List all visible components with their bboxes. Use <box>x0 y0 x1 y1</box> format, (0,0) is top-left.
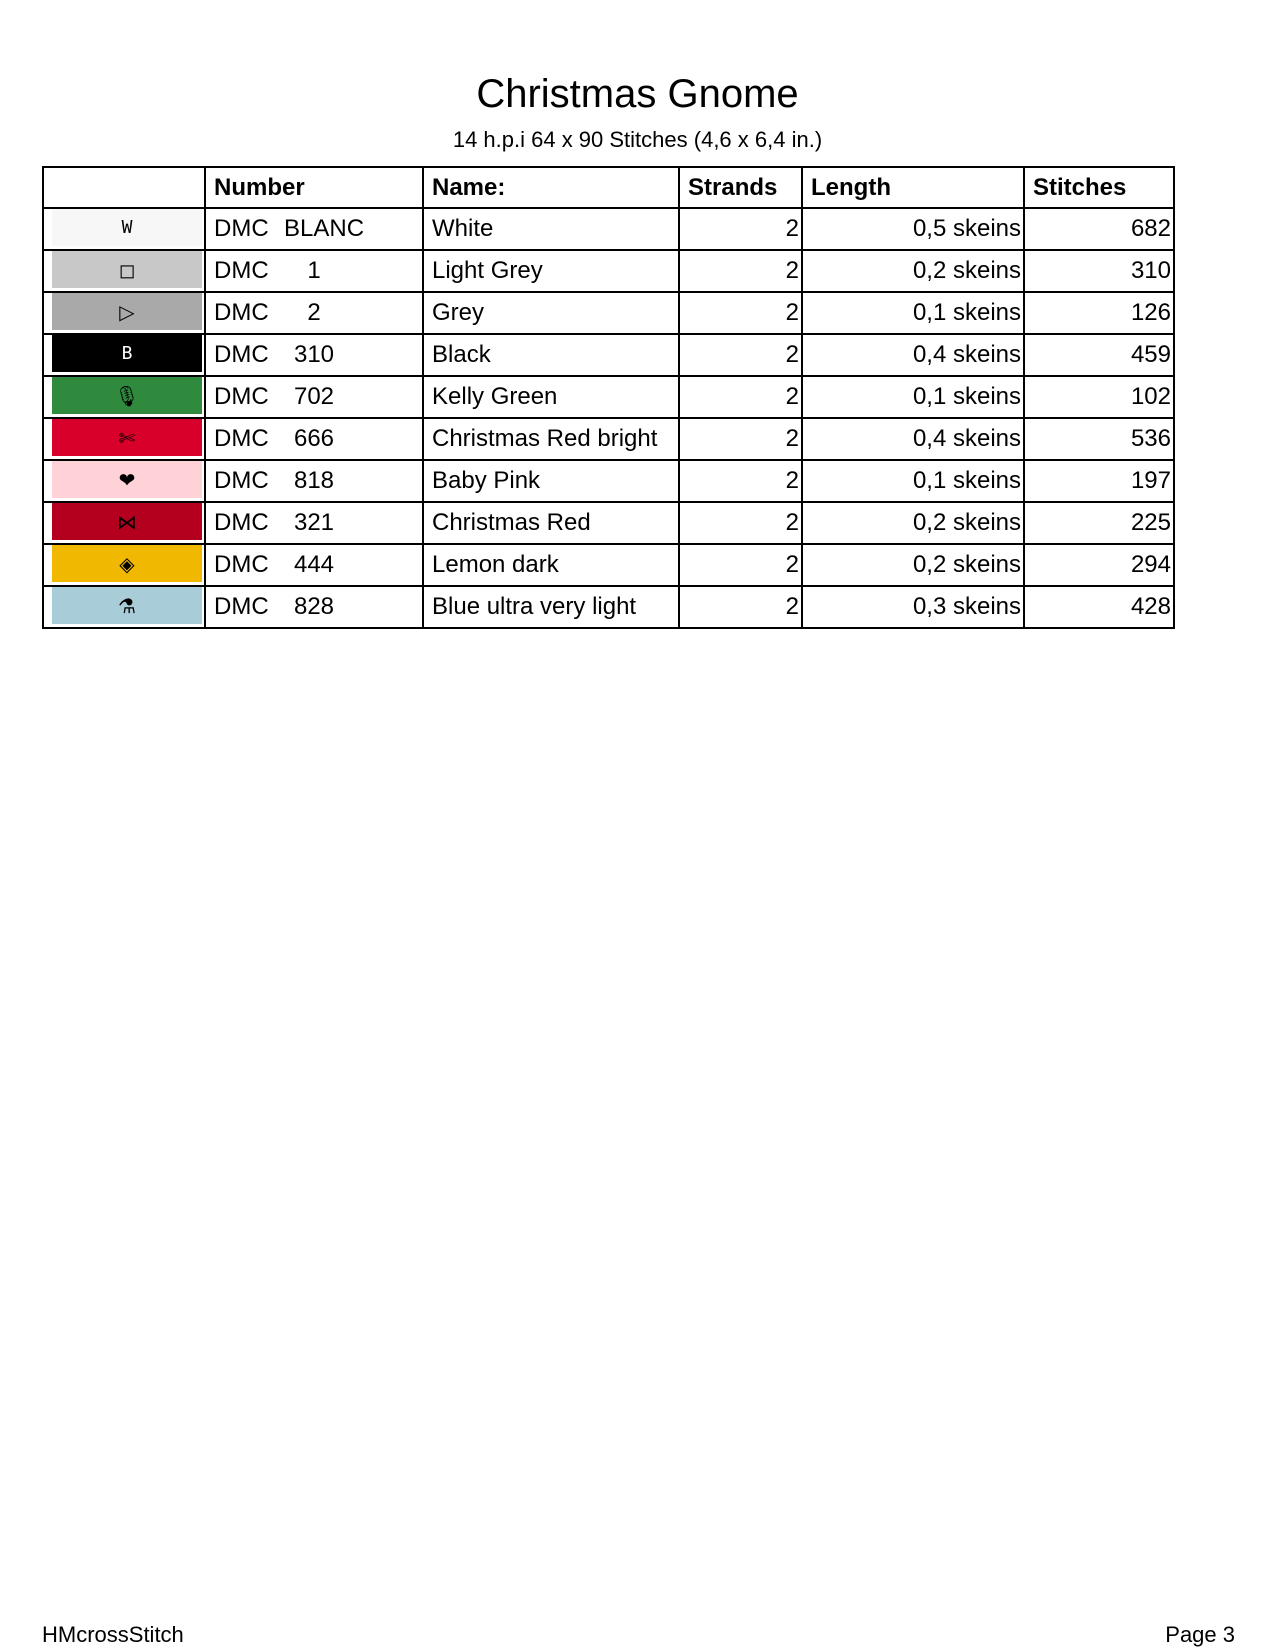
floss-name-cell: Light Grey <box>423 250 679 292</box>
letter-w-icon: W <box>121 217 133 238</box>
strands-cell: 2 <box>679 586 802 628</box>
table-row <box>43 586 1174 628</box>
floss-brand: DMC <box>214 257 269 284</box>
strands-cell: 2 <box>679 376 802 418</box>
table-row <box>43 208 1174 250</box>
length-cell: 0,3 skeins <box>802 586 1024 628</box>
floss-code: BLANC <box>284 215 365 242</box>
page-subtitle: 14 h.p.i 64 x 90 Stitches (4,6 x 6,4 in.) <box>452 127 823 152</box>
floss-name-cell: Blue ultra very light <box>423 586 679 628</box>
color-swatch <box>52 335 202 372</box>
stitches-cell: 294 <box>1024 544 1174 586</box>
table-row <box>43 544 1174 586</box>
floss-brand: DMC <box>214 425 269 452</box>
table-row <box>43 502 1174 544</box>
stitches-cell: 459 <box>1024 334 1174 376</box>
floss-number-cell <box>205 292 423 334</box>
header-stitches: Stitches <box>1024 167 1174 208</box>
stitches-cell: 310 <box>1024 250 1174 292</box>
length-cell: 0,2 skeins <box>802 250 1024 292</box>
floss-number-cell <box>205 376 423 418</box>
table-row <box>43 376 1174 418</box>
floss-name-cell: Baby Pink <box>423 460 679 502</box>
floss-number-cell <box>205 544 423 586</box>
floss-code: 702 <box>293 383 335 410</box>
color-swatch-cell <box>43 586 205 628</box>
bowtie-icon: ⋈ <box>117 509 137 534</box>
strands-cell: 2 <box>679 544 802 586</box>
color-swatch-cell <box>43 460 205 502</box>
floss-number-cell <box>205 250 423 292</box>
floss-name-cell: Black <box>423 334 679 376</box>
floss-number-cell <box>205 502 423 544</box>
table-row <box>43 334 1174 376</box>
floss-code: 444 <box>293 551 335 578</box>
color-swatch <box>52 293 202 330</box>
strands-cell: 2 <box>679 502 802 544</box>
length-cell: 0,5 skeins <box>802 208 1024 250</box>
color-swatch-cell <box>43 502 205 544</box>
floss-brand: DMC <box>214 383 269 410</box>
stitches-cell: 428 <box>1024 586 1174 628</box>
color-swatch <box>52 545 202 582</box>
strands-cell: 2 <box>679 334 802 376</box>
color-swatch <box>52 503 202 540</box>
floss-brand: DMC <box>214 341 269 368</box>
floss-brand: DMC <box>214 215 269 242</box>
length-cell: 0,1 skeins <box>802 376 1024 418</box>
floss-code: 818 <box>293 467 335 494</box>
flask-icon: ⚗ <box>118 593 136 618</box>
table-row <box>43 460 1174 502</box>
heart-icon: ❤ <box>118 467 136 492</box>
color-swatch-cell <box>43 250 205 292</box>
length-cell: 0,1 skeins <box>802 460 1024 502</box>
floss-name-cell: Lemon dark <box>423 544 679 586</box>
color-swatch <box>52 251 202 288</box>
color-swatch <box>52 461 202 498</box>
stitches-cell: 225 <box>1024 502 1174 544</box>
floss-number-cell <box>205 208 423 250</box>
strands-cell: 2 <box>679 418 802 460</box>
color-swatch <box>52 587 202 624</box>
strands-cell: 2 <box>679 292 802 334</box>
footer-page-number: Page 3 <box>1165 1622 1235 1647</box>
color-swatch <box>52 209 202 246</box>
table-body <box>43 208 1174 628</box>
strands-cell: 2 <box>679 460 802 502</box>
table-row <box>43 418 1174 460</box>
stitches-cell: 536 <box>1024 418 1174 460</box>
color-swatch-cell <box>43 544 205 586</box>
color-swatch-cell <box>43 292 205 334</box>
floss-code: 666 <box>293 425 335 452</box>
microphone-icon: 🎙 <box>114 383 140 408</box>
floss-name-cell: Christmas Red <box>423 502 679 544</box>
color-swatch <box>52 419 202 456</box>
footer-brand: HMcrossStitch <box>42 1622 184 1647</box>
header-symbol <box>43 167 205 208</box>
length-cell: 0,1 skeins <box>802 292 1024 334</box>
floss-name-cell: Grey <box>423 292 679 334</box>
floss-name-cell: Kelly Green <box>423 376 679 418</box>
color-swatch-cell <box>43 334 205 376</box>
floss-name-cell: White <box>423 208 679 250</box>
floss-number-cell <box>205 460 423 502</box>
page-title: Christmas Gnome <box>476 72 799 116</box>
color-swatch-cell <box>43 376 205 418</box>
floss-legend-table <box>42 166 1175 629</box>
floss-brand: DMC <box>214 509 269 536</box>
color-swatch-cell <box>43 418 205 460</box>
strands-cell: 2 <box>679 250 802 292</box>
header-number: Number <box>205 167 423 208</box>
table-row <box>43 250 1174 292</box>
stitches-cell: 102 <box>1024 376 1174 418</box>
header-length: Length <box>802 167 1024 208</box>
floss-code: 310 <box>293 341 335 368</box>
floss-number-cell <box>205 418 423 460</box>
header-name: Name: <box>423 167 679 208</box>
triangle-right-icon: ▷ <box>119 299 135 324</box>
floss-brand: DMC <box>214 467 269 494</box>
letter-b-icon: B <box>121 343 133 364</box>
floss-code: 321 <box>293 509 335 536</box>
color-swatch-cell <box>43 208 205 250</box>
diamond-dot-icon: ◈ <box>119 551 135 576</box>
floss-code: 828 <box>293 593 335 620</box>
floss-brand: DMC <box>214 593 269 620</box>
length-cell: 0,2 skeins <box>802 502 1024 544</box>
scissors-icon: ✄ <box>118 425 136 450</box>
table-row <box>43 292 1174 334</box>
header-strands: Strands <box>679 167 802 208</box>
floss-number-cell <box>205 334 423 376</box>
stitches-cell: 126 <box>1024 292 1174 334</box>
floss-brand: DMC <box>214 551 269 578</box>
floss-name-cell: Christmas Red bright <box>423 418 679 460</box>
table-header-row <box>43 167 1174 208</box>
length-cell: 0,2 skeins <box>802 544 1024 586</box>
floss-number-cell <box>205 586 423 628</box>
color-swatch <box>52 377 202 414</box>
floss-code: 2 <box>307 299 321 326</box>
length-cell: 0,4 skeins <box>802 418 1024 460</box>
stitches-cell: 197 <box>1024 460 1174 502</box>
floss-brand: DMC <box>214 299 269 326</box>
strands-cell: 2 <box>679 208 802 250</box>
square-icon: ◻ <box>118 257 136 282</box>
stitches-cell: 682 <box>1024 208 1174 250</box>
length-cell: 0,4 skeins <box>802 334 1024 376</box>
floss-code: 1 <box>307 257 321 284</box>
